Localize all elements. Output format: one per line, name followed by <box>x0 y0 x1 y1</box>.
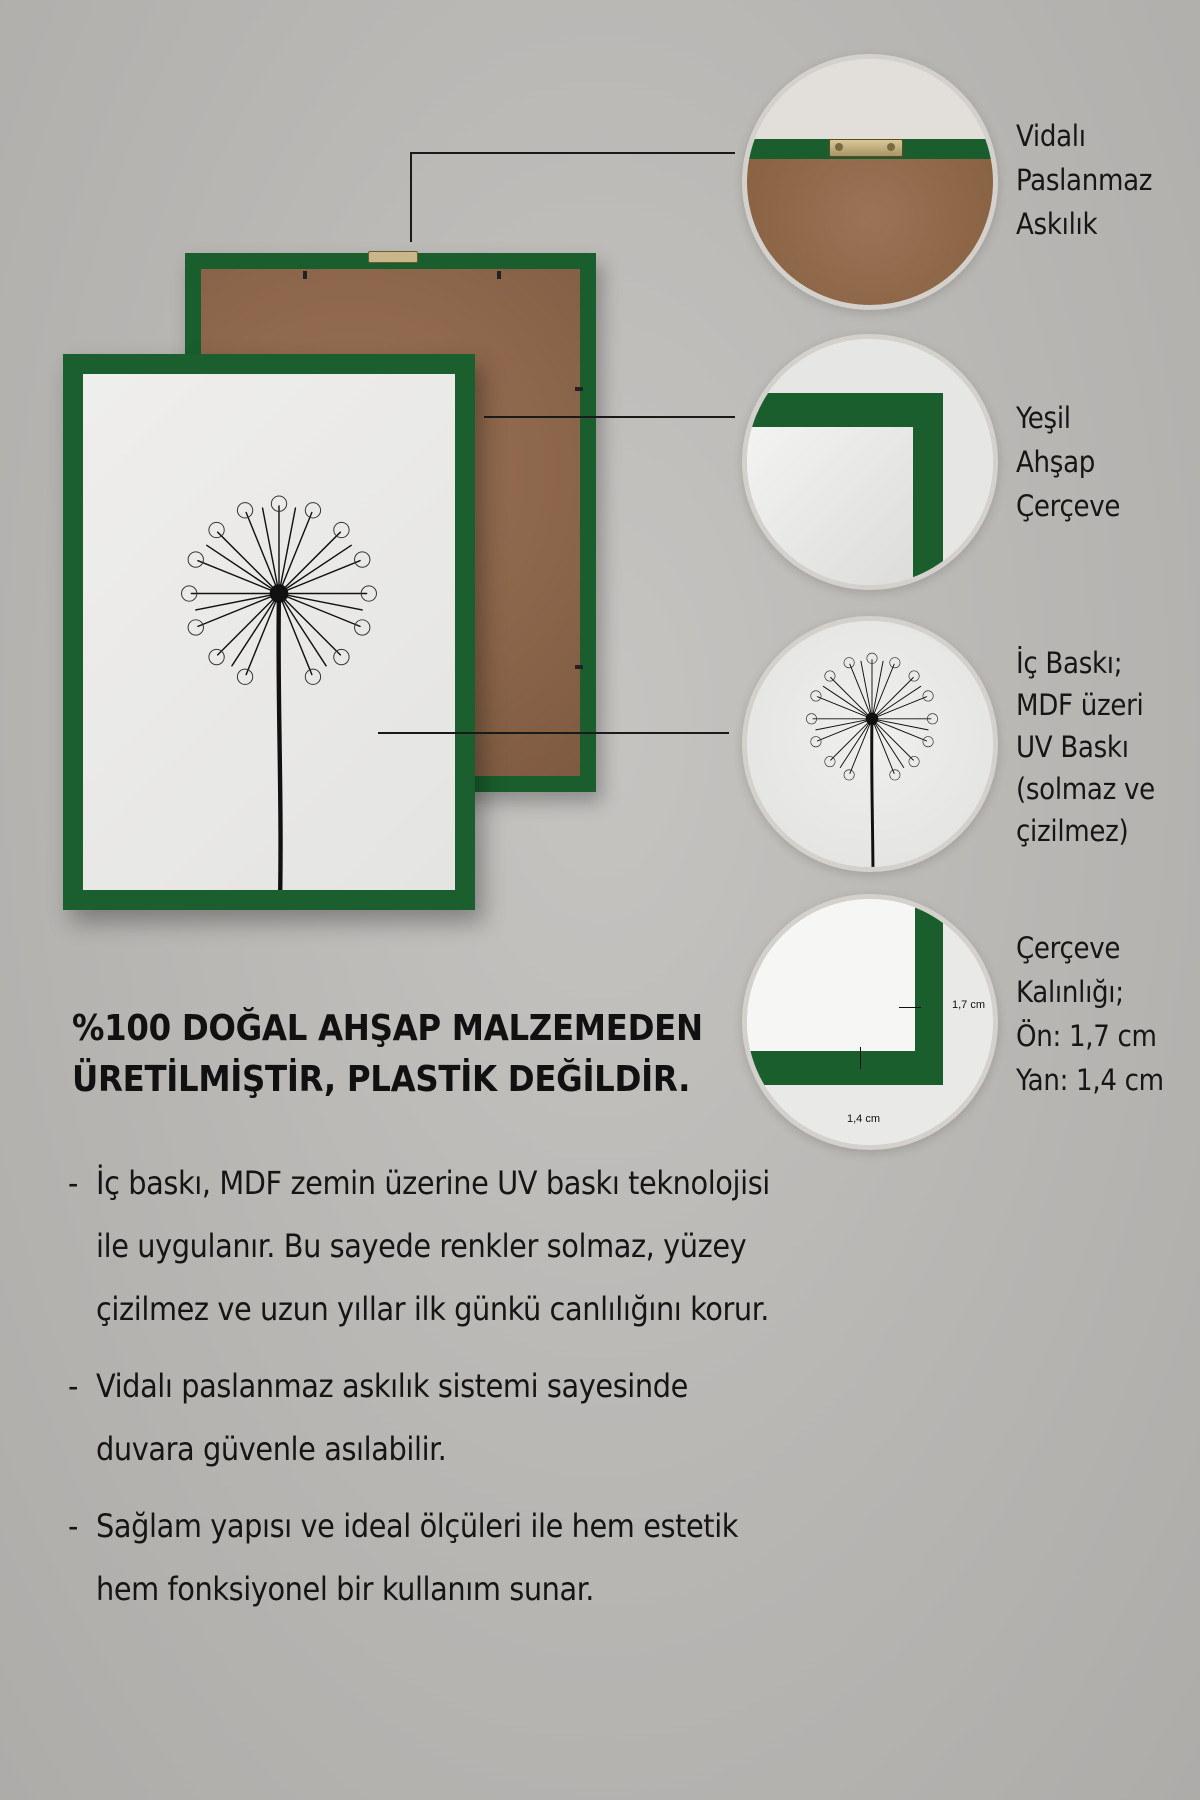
side-thickness-label: 1,4 cm <box>847 1113 881 1125</box>
dandelion-icon <box>797 645 947 872</box>
leader-line <box>378 732 729 734</box>
clip-icon <box>575 665 583 669</box>
callout-frame: Yeşil Ahşap Çerçeve <box>1016 401 1121 523</box>
clip-icon <box>303 271 307 279</box>
leader-line <box>410 152 735 154</box>
dandelion-icon <box>169 484 389 890</box>
list-item: - İç baskı, MDF zemin üzerine UV baskı teknolojisi ile uygulanır. Bu sayede renkler solmaz, yüzey çizilmez ve uzun yıllar ilk günkü canlılığını korur. <box>68 1164 770 1328</box>
frame-front-view <box>63 354 475 910</box>
hanger-icon <box>368 251 418 263</box>
detail-circle-hanger <box>742 54 998 310</box>
callout-thickness: Çerçeve Kalınlığı; Ön: 1,7 cm Yan: 1,4 cm <box>1016 931 1164 1097</box>
front-thickness-label: 1,7 cm <box>952 999 986 1011</box>
feature-list <box>68 1152 788 1635</box>
clip-icon <box>497 271 501 279</box>
dimension-tick <box>899 1007 921 1008</box>
dandelion-print <box>83 374 455 890</box>
list-item: - Vidalı paslanmaz askılık sistemi sayesinde duvara güvenle asılabilir. <box>68 1367 688 1468</box>
leader-line <box>484 416 735 418</box>
callout-print: İç Baskı; MDF üzeri UV Baskı (solmaz ve çizilmez) <box>1016 646 1155 848</box>
detail-circle-print <box>742 616 998 872</box>
callout-hanger: Vidalı Paslanmaz Askılık <box>1016 119 1153 241</box>
detail-circle-thickness <box>742 894 998 1150</box>
clip-icon <box>575 387 583 391</box>
dimension-tick <box>860 1047 861 1069</box>
leader-line <box>410 152 412 242</box>
list-item: - Sağlam yapısı ve ideal ölçüleri ile hem estetik hem fonksiyonel bir kullanım sunar. <box>68 1507 739 1608</box>
detail-circle-frame <box>742 334 998 590</box>
headline: %100 DOĞAL AHŞAP MALZEMEDEN ÜRETİLMİŞTİR, PLASTİK DEĞİLDİR. <box>72 1008 703 1100</box>
